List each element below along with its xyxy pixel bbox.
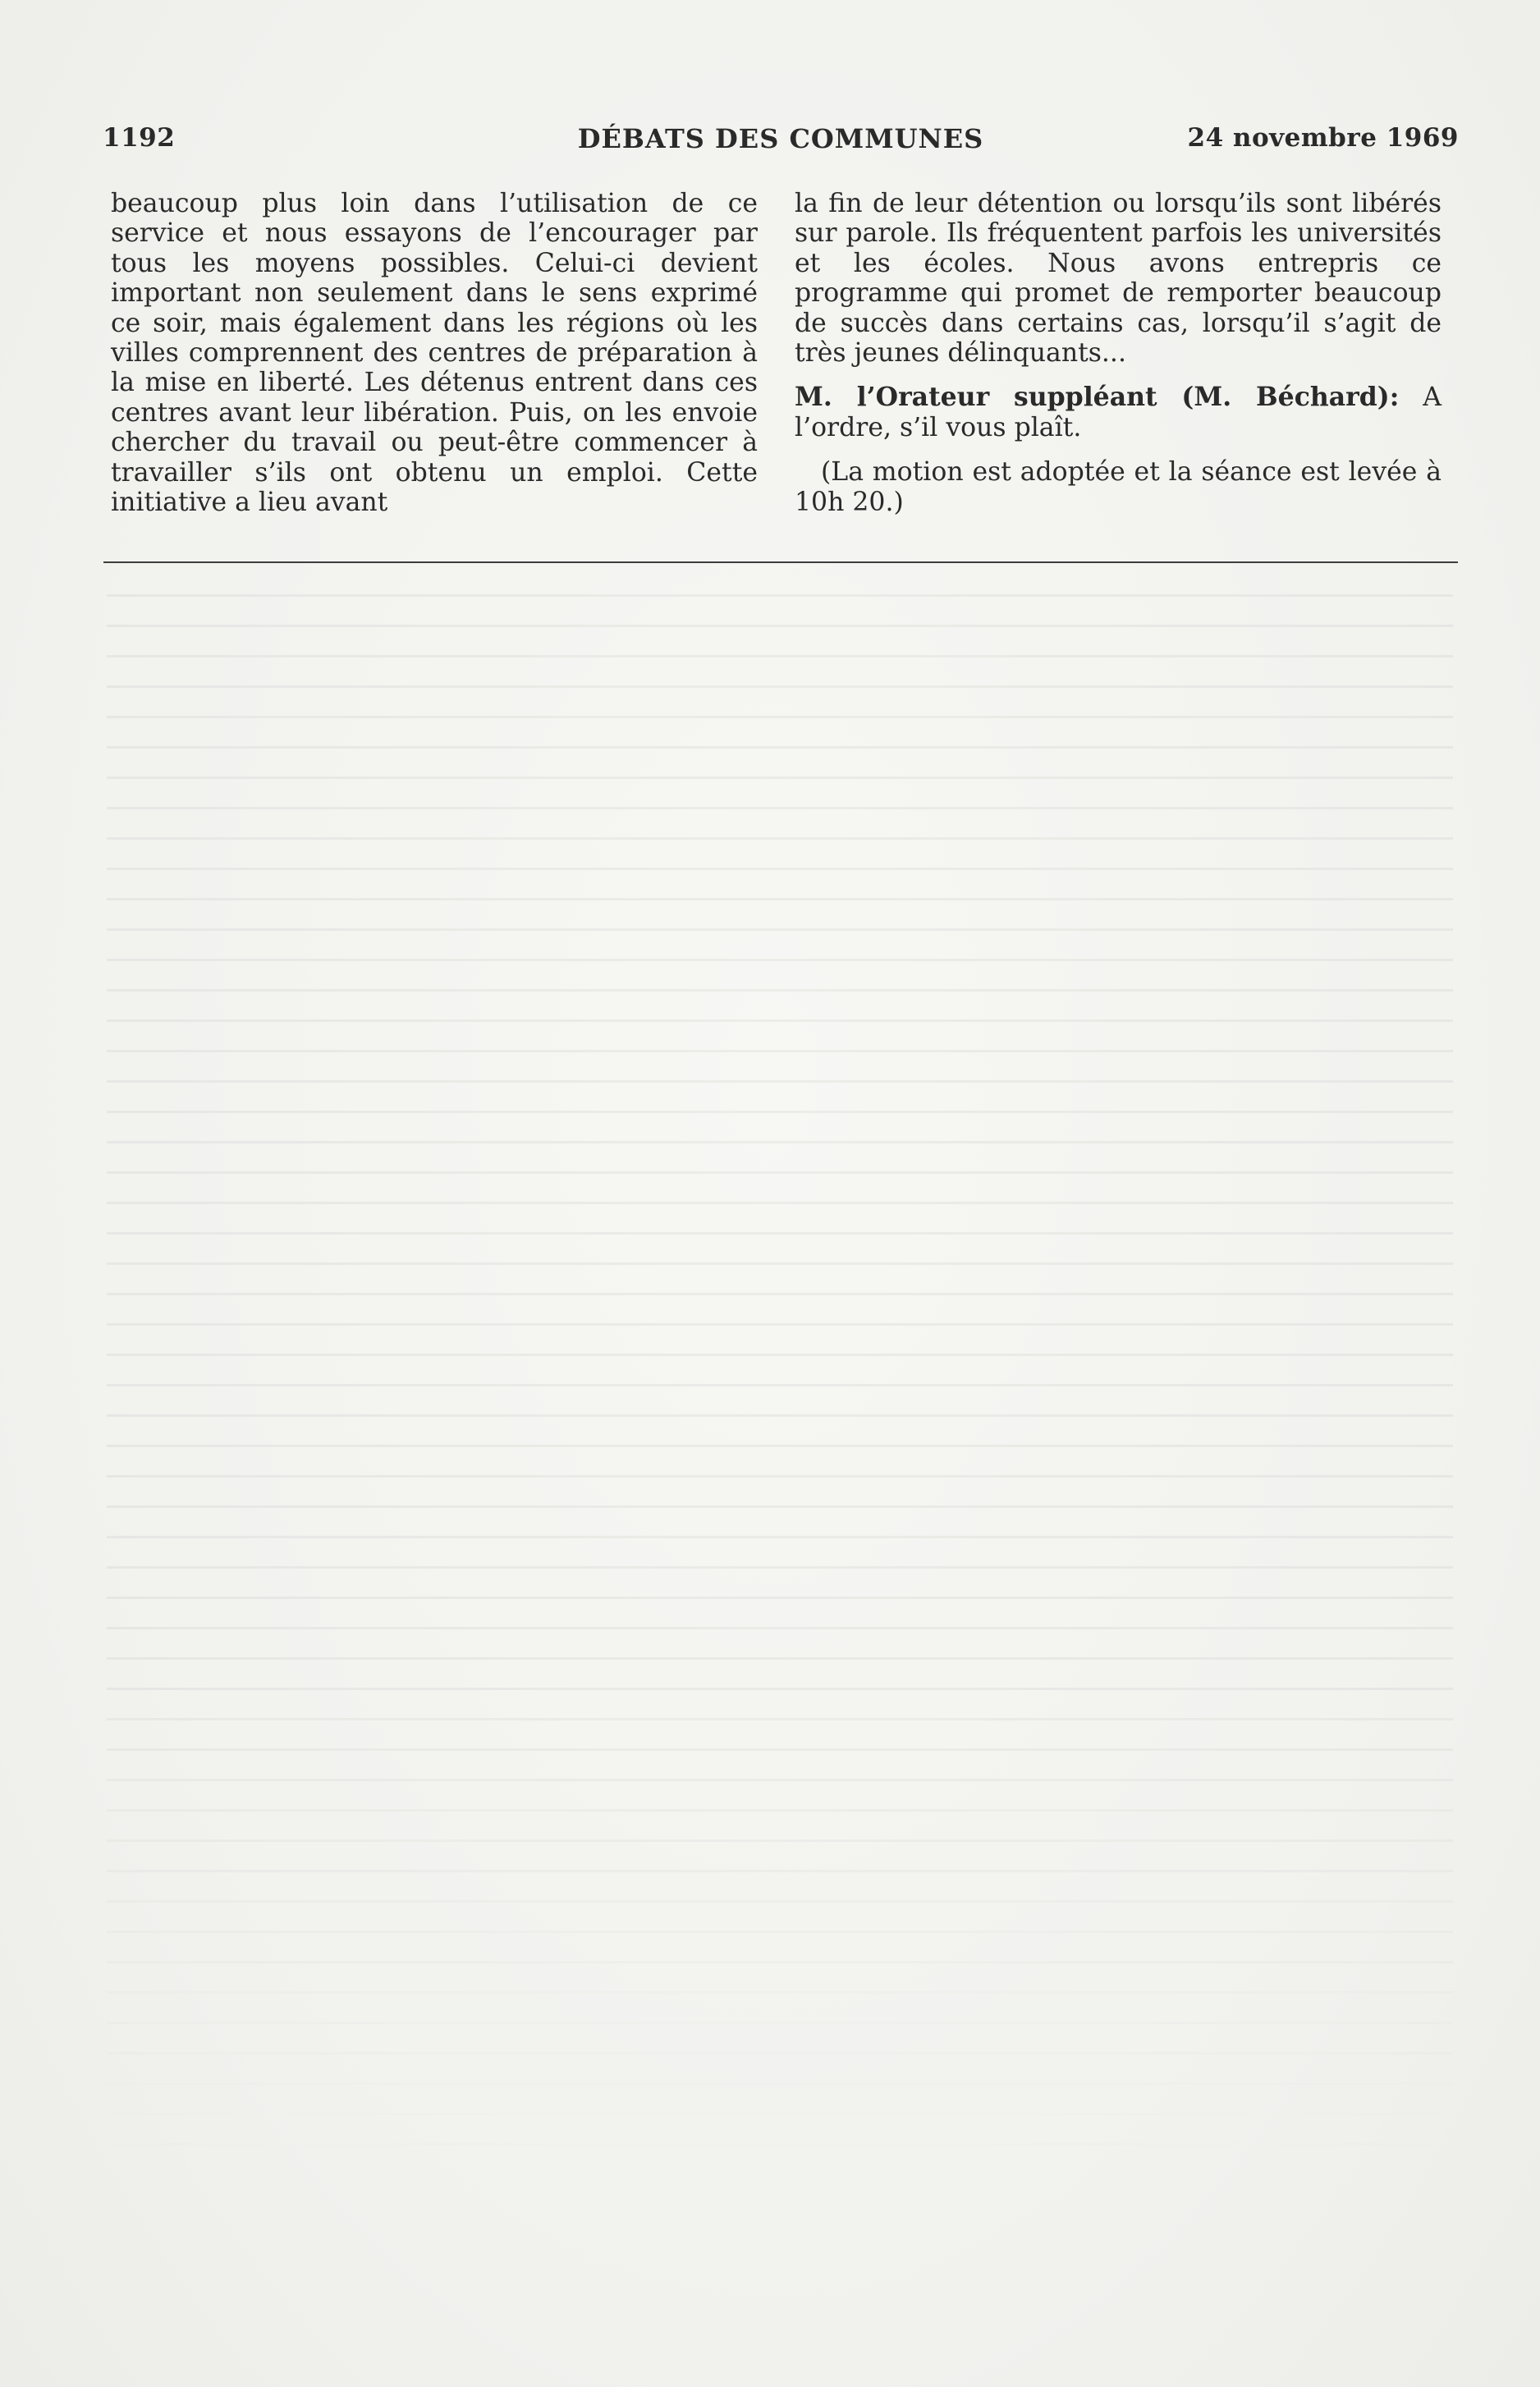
left-column-paragraph: beaucoup plus loin dans l’utilisation de ce service et nous essayons de l’encourager par tous les moyens possibles. Celui-ci devient important non seulement dans le sens exprimé ce soir, mais également dans les régions où les villes comprennent des centres de préparation à la mise en liberté. Les détenus entrent dans ces centres avant leur libération. Puis, on les envoie chercher du travail ou peut-être commencer à travailler s’ils ont obtenu un emploi. Cette initiative a lieu avant xyxy=(111,189,758,518)
right-column-paragraph: la fin de leur détention ou lorsqu’ils sont libérés sur parole. Ils fréquentent parfois les universités et les écoles. Nous avons entrepris ce programme qui promet de remporter beaucoup de succès dans certains cas, lorsqu’il s’agit de très jeunes délinquants... xyxy=(795,189,1441,369)
left-column xyxy=(111,189,758,517)
page-date: 24 novembre 1969 xyxy=(1187,123,1459,153)
section-divider xyxy=(103,561,1458,563)
speaker-paragraph xyxy=(795,383,1441,442)
speaker-name: M. l’Orateur suppléant (M. Béchard): xyxy=(795,382,1400,413)
page-header xyxy=(103,123,1459,164)
speaker-text: A l’ordre, s’il vous plaît. xyxy=(795,383,1441,442)
right-column xyxy=(795,189,1441,517)
stage-direction: (La motion est adoptée et la séance est levée à 10h 20.) xyxy=(795,457,1441,517)
journal-title: DÉBATS DES COMMUNES xyxy=(577,123,984,154)
page-number: 1192 xyxy=(103,123,176,153)
bleed-through-texture xyxy=(107,575,1453,2175)
